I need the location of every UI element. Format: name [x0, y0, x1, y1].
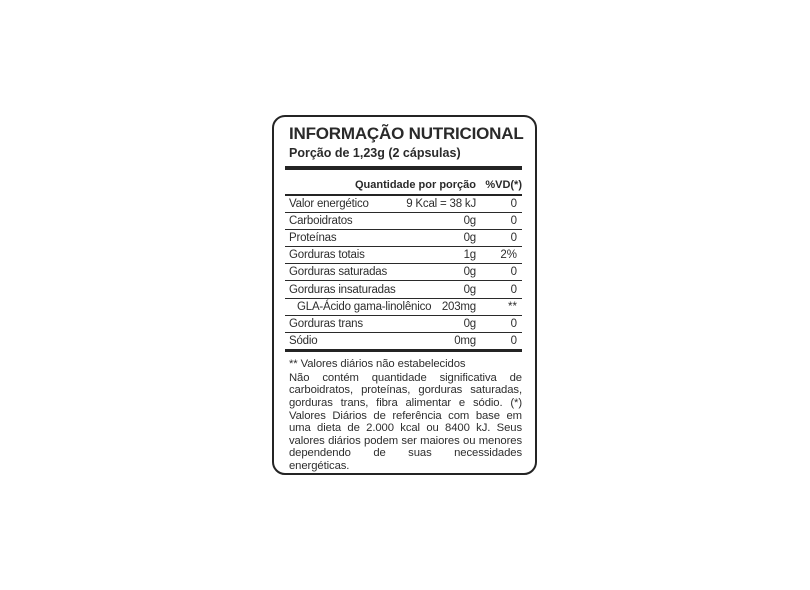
- footnote-paragraph: Não contém quantidade significativa de carboidratos, proteínas, gorduras saturadas, gorduras trans, fibra alimentar e sódio. (*) Valores Diários de referência com base em uma dieta de 2.000 kcal ou 8400 kJ. Seus valores diários podem ser maiores ou menores dependendo de suas necessidades energéticas.: [289, 371, 522, 472]
- nutrient-daily-value: 0: [510, 266, 517, 279]
- nutrient-name: Gorduras totais: [289, 249, 365, 262]
- nutrient-quantity: 0g: [463, 232, 476, 245]
- nutrient-name: Sódio: [289, 334, 318, 347]
- nutrient-quantity: 0g: [463, 283, 476, 296]
- nutrient-quantity: 0g: [463, 317, 476, 330]
- table-row: [285, 281, 522, 298]
- table-row: [285, 247, 522, 264]
- nutrient-quantity: 0g: [463, 266, 476, 279]
- nutrient-daily-value: 0: [510, 283, 517, 296]
- table-row: [285, 299, 522, 316]
- nutrient-daily-value: 2%: [500, 249, 517, 262]
- nutrient-quantity: 0g: [463, 215, 476, 228]
- nutrient-daily-value: 0: [510, 317, 517, 330]
- table-row: [285, 333, 522, 352]
- nutrient-name: Gorduras insaturadas: [289, 283, 396, 296]
- nutrient-name: Carboidratos: [289, 215, 353, 228]
- daily-value-column-header: %VD(*): [485, 178, 522, 191]
- table-row: [285, 264, 522, 281]
- nutrient-daily-value: 0: [510, 198, 517, 211]
- nutrient-daily-value: 0: [510, 232, 517, 245]
- nutrition-label: [272, 115, 537, 475]
- nutrient-daily-value: 0: [510, 215, 517, 228]
- nutrient-name: Gorduras trans: [289, 317, 363, 330]
- table-row: [285, 316, 522, 333]
- nutrient-daily-value: **: [508, 300, 517, 313]
- serving-size-text: Porção de 1,23g (2 cápsulas): [289, 146, 461, 160]
- nutrient-name: Proteínas: [289, 232, 337, 245]
- nutrient-quantity: 1g: [463, 249, 476, 262]
- quantity-column-header: Quantidade por porção: [354, 178, 476, 191]
- table-row: [285, 213, 522, 230]
- nutrient-daily-value: 0: [510, 334, 517, 347]
- table-header-row: [285, 170, 522, 194]
- nutrient-name: Gorduras saturadas: [289, 266, 388, 279]
- nutrient-quantity: 203mg: [441, 300, 476, 313]
- nutrient-name: Valor energético: [289, 198, 369, 211]
- table-row: [285, 230, 522, 247]
- nutrient-name: GLA-Ácido gama-linolênico: [297, 300, 432, 313]
- nutrition-table: [285, 196, 522, 352]
- footnote-daily-values: ** Valores diários não estabelecidos: [289, 357, 466, 370]
- nutrient-quantity: 0mg: [454, 334, 476, 347]
- nutrient-quantity: 9 Kcal = 38 kJ: [406, 198, 476, 211]
- table-row: [285, 196, 522, 213]
- nutrition-label-title: INFORMAÇÃO NUTRICIONAL: [289, 124, 524, 143]
